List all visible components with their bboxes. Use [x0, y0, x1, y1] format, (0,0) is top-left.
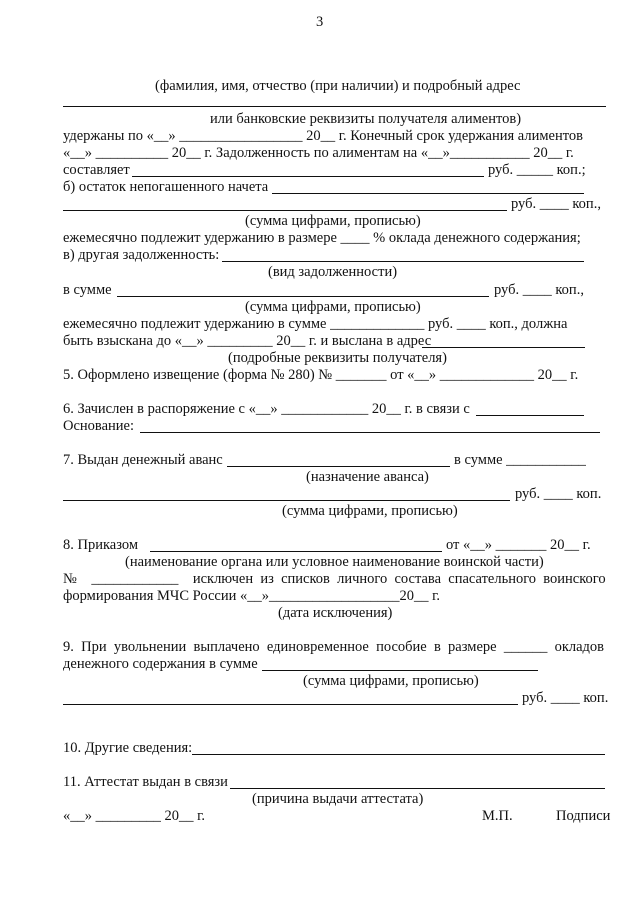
- form-line: 6. Зачислен в распоряжение с «__» ____________ 20__ г. в связи с: [63, 401, 470, 417]
- field-caption: (сумма цифрами, прописью): [282, 503, 458, 519]
- form-line: формирования МЧС России «__»__________________20__ г.: [63, 588, 441, 604]
- form-line: Основание:: [63, 418, 134, 434]
- form-line: руб. _____ коп.;: [488, 162, 586, 178]
- field-caption: (подробные реквизиты получателя): [228, 350, 447, 366]
- form-line: руб. ____ коп.: [522, 690, 609, 706]
- form-line: быть взыскана до «__» _________ 20__ г. и выслана в адрес: [63, 333, 432, 349]
- unpaid-charge-line-1: [272, 193, 584, 194]
- form-line: в сумме ___________: [454, 452, 586, 468]
- debt-amount-line: [132, 176, 484, 177]
- field-caption: (фамилия, имя, отчество (при наличии) и подробный адрес: [155, 78, 521, 94]
- form-line: 8. Приказом: [63, 537, 139, 553]
- field-caption: (назначение аванса): [306, 469, 429, 485]
- reason-line: [476, 415, 584, 416]
- field-caption: или банковские реквизиты получателя алиментов): [210, 111, 522, 127]
- form-line: руб. ____ коп.: [515, 486, 602, 502]
- allowance-amount-line-2: [63, 704, 518, 705]
- form-line: 11. Аттестат выдан в связи: [63, 774, 228, 790]
- form-line: ежемесячно подлежит удержанию в сумме _____________ руб. ____ коп., должна: [63, 316, 568, 332]
- form-line: «__» _________ 20__ г.: [63, 808, 206, 824]
- unpaid-charge-line-2: [63, 210, 507, 211]
- field-caption: (дата исключения): [278, 605, 393, 621]
- page-number: 3: [316, 14, 324, 30]
- advance-amount-line: [63, 500, 510, 501]
- form-line: «__» __________ 20__ г. Задолженность по алиментам на «__»___________ 20__ г.: [63, 145, 574, 161]
- field-caption: (сумма цифрами, прописью): [245, 299, 421, 315]
- form-line: составляет: [63, 162, 130, 178]
- form-line: 7. Выдан денежный аванс: [63, 452, 223, 468]
- form-line: ежемесячно подлежит удержанию в размере ____ % оклада денежного содержания;: [63, 230, 581, 246]
- field-caption: (наименование органа или условное наименование воинской части): [125, 554, 544, 570]
- other-debt-line: [222, 261, 584, 262]
- form-line: 10. Другие сведения:: [63, 740, 193, 756]
- form-line: денежного содержания в сумме: [63, 656, 258, 672]
- form-line: от «__» _______ 20__ г.: [446, 537, 591, 553]
- form-line: в) другая задолженность:: [63, 247, 220, 263]
- form-line: Подписи: [556, 808, 611, 824]
- form-line: М.П.: [482, 808, 513, 824]
- other-debt-amount-line: [117, 296, 489, 297]
- recipient-line: [63, 106, 606, 107]
- field-caption: (причина выдачи аттестата): [252, 791, 424, 807]
- allowance-amount-line-1: [262, 670, 538, 671]
- form-line: руб. ____ коп.,: [511, 196, 601, 212]
- field-caption: (вид задолженности): [268, 264, 398, 280]
- form-line: 9. При увольнении выплачено единовременное пособие в размере ______ окладов: [63, 639, 605, 655]
- other-info-line: [192, 754, 605, 755]
- form-line: № ____________ исключен из списков личного состава спасательного воинского: [63, 571, 606, 587]
- address-line: [422, 347, 585, 348]
- form-line: в сумме: [63, 282, 112, 298]
- order-line: [150, 551, 442, 552]
- field-caption: (сумма цифрами, прописью): [245, 213, 421, 229]
- form-line: б) остаток непогашенного начета: [63, 179, 269, 195]
- basis-line: [140, 432, 600, 433]
- form-line: руб. ____ коп.,: [494, 282, 584, 298]
- certificate-reason-line: [230, 788, 605, 789]
- form-line: 5. Оформлено извещение (форма № 280) № _______ от «__» _____________ 20__ г.: [63, 367, 579, 383]
- form-line: удержаны по «__» _________________ 20__ г. Конечный срок удержания алиментов: [63, 128, 583, 144]
- advance-purpose-line: [227, 466, 450, 467]
- field-caption: (сумма цифрами, прописью): [303, 673, 479, 689]
